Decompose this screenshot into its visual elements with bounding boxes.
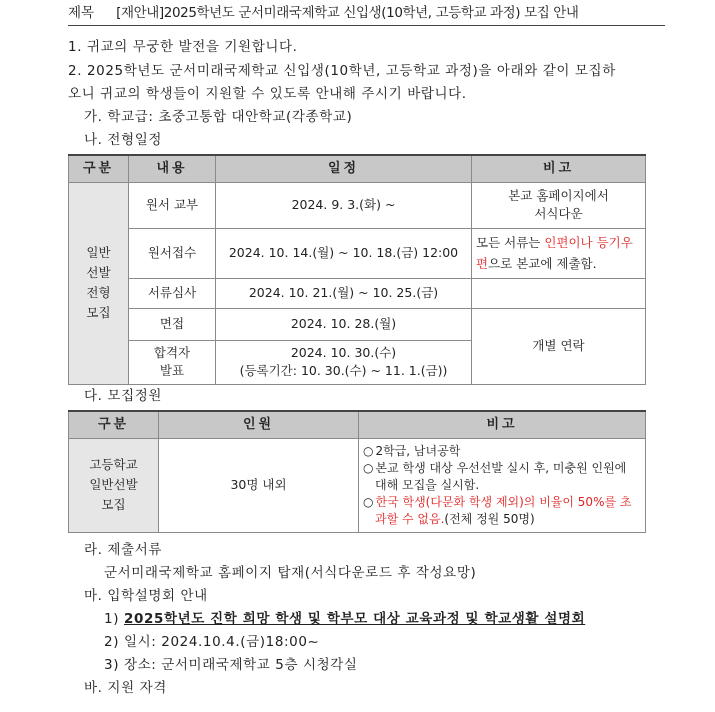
section-e-heading: 마. 입학설명회 안내 <box>84 588 208 604</box>
subject-label: 제목 <box>68 5 95 21</box>
paragraph-1: 1. 귀교의 무궁한 발전을 기원합니다. <box>68 39 298 55</box>
schedule-category-line: 선발 <box>86 265 111 280</box>
quota-remarks <box>359 438 646 532</box>
section-c-heading: 다. 모집정원 <box>84 388 162 404</box>
schedule-item: 원서접수 <box>129 228 216 278</box>
quota-count: 30명 내외 <box>159 438 359 532</box>
quota-category-line: 모집 <box>101 497 126 512</box>
schedule-date <box>216 340 472 384</box>
schedule-header-content: 내용 <box>129 155 216 182</box>
quota-header-count: 인원 <box>159 411 359 438</box>
quota-note: ○ 본교 학생 대상 우선선발 실시 후, 미충원 인원에 대해 모집을 실시함. <box>363 460 627 492</box>
quota-header-remarks: 비고 <box>359 411 646 438</box>
schedule-item: 원서 교부 <box>129 182 216 228</box>
section-d-content: 군서미래국제학교 홈페이지 탑재(서식다운로드 후 작성요망) <box>104 565 477 581</box>
briefing-datetime: 2) 일시: 2024.10.4.(금)18:00~ <box>104 634 320 650</box>
remark-text: 으로 본교에 제출함. <box>488 256 597 271</box>
paragraph-2-line-2: 오니 귀교의 학생들이 지원할 수 있도록 안내해 주시기 바랍니다. <box>68 86 467 102</box>
schedule-date: 2024. 10. 28.(월) <box>216 308 472 340</box>
schedule-item <box>129 340 216 384</box>
remark-highlight: 인편이나 등기우편 <box>476 235 633 271</box>
schedule-item: 면접 <box>129 308 216 340</box>
remark-line: 서식다운 <box>534 206 583 221</box>
section-a-school-level: 가. 학교급: 초중고통합 대안학교(각종학교) <box>84 109 353 125</box>
quota-header-category: 구분 <box>69 411 159 438</box>
schedule-header-remarks: 비고 <box>472 155 646 182</box>
paragraph-2-line-1: 2. 2025학년도 군서미래국제학교 신입생(10학년, 고등학교 과정)을 아래와 같이 모집하 <box>68 63 616 79</box>
schedule-item-line: 합격자 <box>153 345 191 360</box>
schedule-remark <box>472 278 646 308</box>
subject-title: [재안내]2025학년도 군서미래국제학교 신입생(10학년, 고등학교 과정) 모집 안내 <box>116 5 579 21</box>
schedule-date: 2024. 10. 14.(월) ~ 10. 18.(금) 12:00 <box>216 228 472 278</box>
schedule-item: 서류심사 <box>129 278 216 308</box>
schedule-date: 2024. 10. 21.(월) ~ 10. 25.(금) <box>216 278 472 308</box>
schedule-date: 2024. 9. 3.(화) ~ <box>216 182 472 228</box>
schedule-remark <box>472 228 646 278</box>
briefing-title-text: 2025학년도 진학 희망 학생 및 학부모 대상 교육과정 및 학교생활 설명회 <box>123 611 586 627</box>
quota-category-cell <box>69 438 159 532</box>
quota-note: ○ 2학급, 남녀공학 <box>363 443 461 458</box>
subject-line <box>68 3 665 26</box>
schedule-item-line: 발표 <box>159 363 185 378</box>
quota-note: ○ 한국 학생(다문화 학생 제외)의 비율이 50%를 초과할 수 없음.(전체 정원 50명) <box>363 494 632 526</box>
remark-text: 모든 서류는 <box>476 235 545 250</box>
schedule-category-line: 일반 <box>86 245 111 260</box>
remark-text: 개별 연락 <box>532 338 585 353</box>
schedule-category-line: 전형 <box>86 285 111 300</box>
quota-category-line: 고등학교 <box>89 457 138 472</box>
schedule-category-cell <box>69 182 129 384</box>
section-f-heading: 바. 지원 자격 <box>84 680 167 696</box>
schedule-date-line: 2024. 10. 30.(수) <box>290 345 397 360</box>
quota-table <box>68 410 646 533</box>
schedule-date-line: (등록기간: 10. 30.(수) ~ 11. 1.(금)) <box>239 363 448 378</box>
schedule-remark <box>472 182 646 228</box>
quota-category-line: 일반선발 <box>89 477 138 492</box>
schedule-category-line: 모집 <box>86 305 111 320</box>
schedule-table <box>68 154 646 385</box>
section-b-heading: 나. 전형일정 <box>84 132 162 148</box>
section-d-heading: 라. 제출서류 <box>84 542 162 558</box>
briefing-title: 1) 2025학년도 진학 희망 학생 및 학부모 대상 교육과정 및 학교생활 설명회 <box>104 611 586 627</box>
briefing-location: 3) 장소: 군서미래국제학교 5층 시청각실 <box>104 657 358 673</box>
schedule-header-category: 구분 <box>69 155 129 182</box>
remark-line: 본교 홈페이지에서 <box>508 188 609 203</box>
schedule-remark <box>472 308 646 384</box>
schedule-header-date: 일정 <box>216 155 472 182</box>
